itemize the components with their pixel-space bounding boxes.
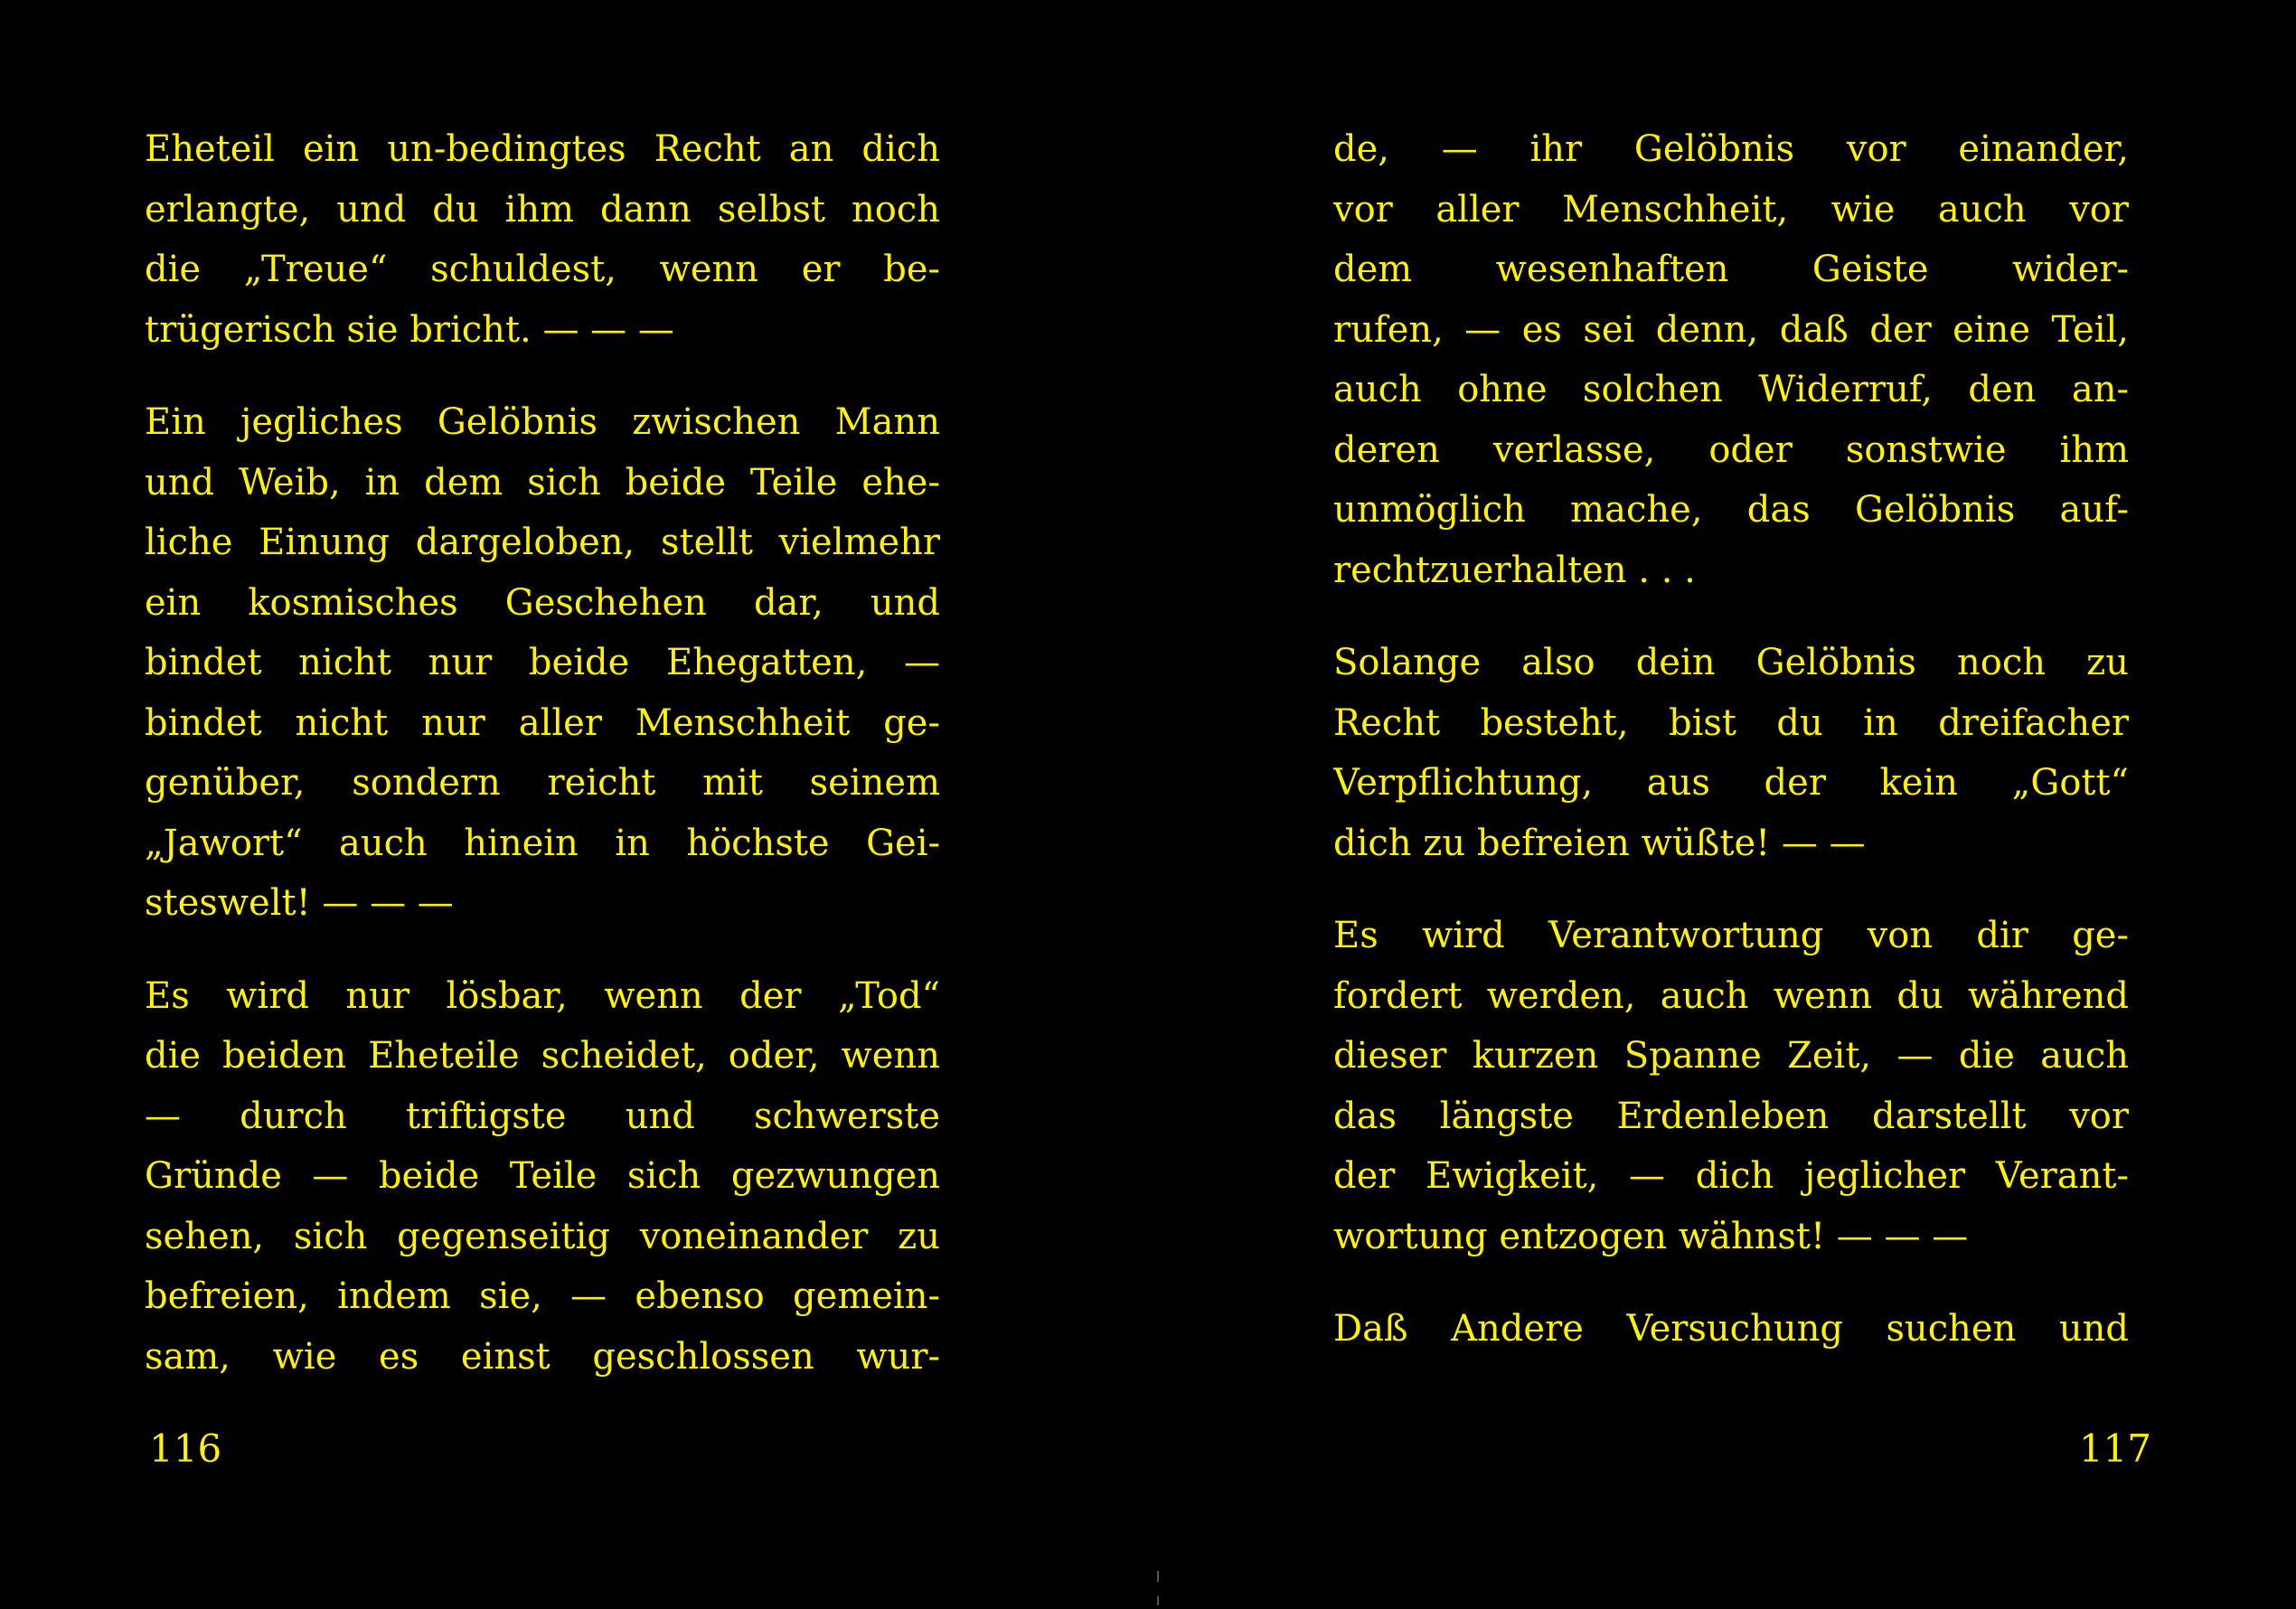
text-line: bindet nicht nur beide Ehegatten, —: [145, 642, 940, 683]
text-line: dich zu befreien wüßte! — —: [1333, 822, 1866, 864]
text-line: „Jawort“ auch hinein in höchste Gei-: [145, 822, 940, 864]
text-line: Es wird Verantwortung von dir ge-: [1333, 915, 2129, 956]
text-line: deren verlasse, oder sonstwie ihm: [1333, 428, 2129, 471]
paragraph: [1333, 119, 2129, 600]
text-line: genüber, sondern reicht mit seinem: [145, 762, 940, 804]
text-line: — durch triftigste und schwerste: [145, 1095, 940, 1137]
right-page-text: [1333, 119, 2129, 1392]
text-line: steswelt! — — —: [145, 882, 454, 924]
paragraph: [145, 966, 940, 1388]
right-page: [1148, 0, 2296, 1609]
paragraph: [145, 392, 940, 934]
paragraph: [1333, 633, 2129, 873]
text-line: Es wird nur lösbar, wenn der „Tod“: [145, 974, 940, 1017]
paragraph: [145, 119, 940, 360]
text-line: erlangte, und du ihm dann selbst noch: [145, 188, 940, 231]
text-line: dieser kurzen Spanne Zeit, — die auch: [1333, 1035, 2129, 1077]
text-line: unmöglich mache, das Gelöbnis auf-: [1333, 489, 2129, 531]
text-line: befreien, indem sie, — ebenso gemein-: [145, 1275, 940, 1317]
text-line: liche Einung dargeloben, stellt vielmehr: [145, 522, 940, 563]
text-line: Recht besteht, bist du in dreifacher: [1333, 701, 2129, 744]
text-line: die „Treue“ schuldest, wenn er be-: [145, 249, 940, 290]
text-line: Daß Andere Versuchung suchen und: [1333, 1308, 2129, 1350]
text-line: die beiden Eheteile scheidet, oder, wenn: [145, 1035, 940, 1077]
text-line: de, — ihr Gelöbnis vor einander,: [1333, 128, 2129, 170]
text-line: sehen, sich gegenseitig voneinander zu: [145, 1215, 940, 1257]
text-line: der Ewigkeit, — dich jeglicher Verant-: [1333, 1155, 2129, 1197]
text-line: das längste Erdenleben darstellt vor: [1333, 1095, 2129, 1137]
text-line: ein kosmisches Geschehen dar, und: [145, 581, 940, 624]
gutter-mark: [1157, 1596, 1159, 1605]
text-line: und Weib, in dem sich beide Teile ehe-: [145, 461, 940, 503]
text-line: rechtzuerhalten . . .: [1333, 549, 1696, 591]
gutter-mark: [1157, 1571, 1159, 1582]
text-line: Gründe — beide Teile sich gezwungen: [145, 1155, 940, 1197]
left-page-text: [145, 119, 940, 1419]
paragraph: [1333, 1299, 2129, 1360]
text-line: auch ohne solchen Widerruf, den an-: [1333, 369, 2129, 410]
text-line: vor aller Menschheit, wie auch vor: [1333, 188, 2129, 231]
text-line: dem wesenhaften Geiste wider-: [1333, 249, 2129, 290]
text-line: trügerisch sie bricht. — — —: [145, 308, 674, 351]
text-line: Eheteil ein un-bedingtes Recht an dich: [145, 128, 940, 170]
text-line: fordert werden, auch wenn du während: [1333, 974, 2129, 1017]
text-line: Solange also dein Gelöbnis noch zu: [1333, 642, 2129, 683]
text-line: rufen, — es sei denn, daß der eine Teil,: [1333, 308, 2129, 351]
text-line: Verpflichtung, aus der kein „Gott“: [1333, 762, 2129, 804]
text-line: Ein jegliches Gelöbnis zwischen Mann: [145, 401, 940, 443]
page-number-left: 116: [149, 1426, 222, 1471]
page-number-right: 117: [2078, 1426, 2151, 1471]
text-line: wortung entzogen wähnst! — — —: [1333, 1215, 1969, 1257]
text-line: sam, wie es einst geschlossen wur-: [145, 1335, 940, 1378]
paragraph: [1333, 906, 2129, 1266]
text-line: bindet nicht nur aller Menschheit ge-: [145, 701, 940, 744]
